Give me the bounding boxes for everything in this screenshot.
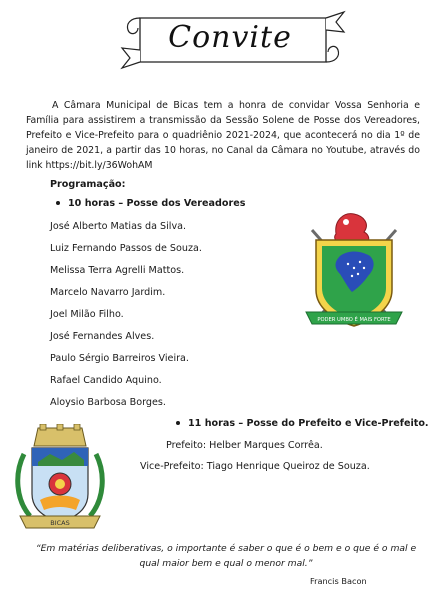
session-prefeito-title: 11 horas – Posse do Prefeito e Vice-Prefeito.: [176, 418, 429, 429]
programacao-label: Programação:: [50, 179, 126, 190]
vereador-name: Marcelo Navarro Jardim.: [50, 287, 166, 298]
quote-text: “Em matérias deliberativas, o importante é saber o que é o bem e o que é o mal e qual maior bem e qual o menor mal.”: [35, 543, 417, 569]
vereador-name: Joel Milão Filho.: [50, 309, 124, 320]
bullet-icon: [56, 201, 60, 205]
invite-title: Convite: [168, 20, 292, 55]
session-vereadores-title: 10 horas – Posse dos Vereadores: [56, 198, 245, 209]
vereador-name: Melissa Terra Agrelli Mattos.: [50, 265, 185, 276]
prefeito-name: Prefeito: Helber Marques Corrêa.: [166, 440, 323, 451]
vereador-name: José Alberto Matias da Silva.: [50, 221, 187, 232]
quote-author: Francis Bacon: [310, 576, 367, 586]
coat-motto: BICAS: [50, 519, 70, 527]
vereador-name: Paulo Sérgio Barreiros Vieira.: [50, 353, 189, 364]
vereador-name: José Fernandes Alves.: [50, 331, 155, 342]
vereador-name: Rafael Candido Aquino.: [50, 375, 162, 386]
bullet-icon: [176, 421, 180, 425]
vereador-name: Aloysio Barbosa Borges.: [50, 397, 166, 408]
vereador-name: Luiz Fernando Passos de Souza.: [50, 243, 202, 254]
camara-emblem-icon: [298, 208, 410, 334]
vice-prefeito-name: Vice-Prefeito: Tiago Henrique Queiroz de Souza.: [140, 461, 370, 472]
emblem-motto: PODER UMBO É MAIS FORTE: [317, 317, 391, 323]
municipal-coat-of-arms-icon: [10, 424, 110, 532]
intro-paragraph: A Câmara Municipal de Bicas tem a honra de convidar Vossa Senhoria e Família para assistirem a transmissão da Sessão Solene de Posse dos Vereadores, Prefeito e Vice-Prefeito para o quadriênio 2021-2024, que acontecerá no dia 1º de janeiro de 2021, a partir das 10 horas, no Canal da Câmara no Youtube, através do link https://bit.ly/36WohAM: [26, 100, 420, 171]
